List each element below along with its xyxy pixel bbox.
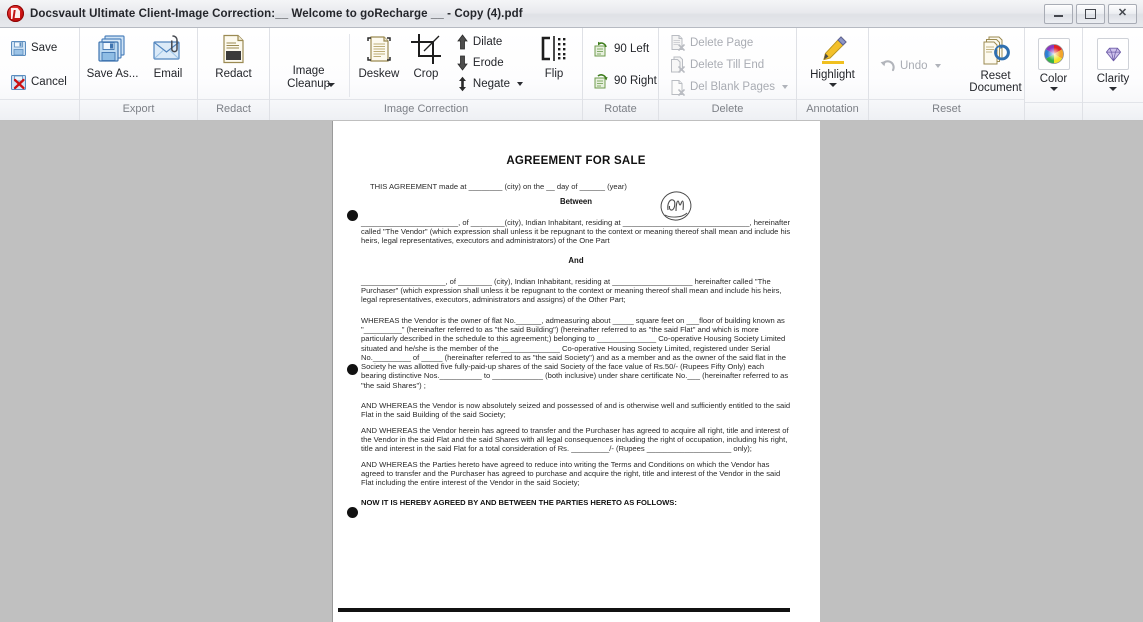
crop-button[interactable] (404, 31, 448, 97)
reset-document-button[interactable] (960, 33, 1032, 99)
delete-till-end-label: Delete Till End (690, 58, 765, 71)
redact-button-label: Redact (215, 68, 252, 80)
cancel-button-label: Cancel (31, 76, 67, 88)
erode-button-label: Erode (472, 57, 504, 69)
ribbon-group-clarity (1083, 28, 1143, 120)
ribbon-group-clarity-label (1083, 102, 1143, 120)
deskew-icon (363, 33, 395, 65)
save-button[interactable] (6, 36, 71, 60)
reset-document-icon (980, 35, 1012, 67)
rotate-90-left-label: 90 Left (614, 43, 650, 55)
crop-button-label: Crop (413, 68, 439, 80)
email-button-label: Email (153, 68, 183, 80)
hole-punch-mark (347, 210, 358, 221)
document-paragraph: ____________________, of ________ (city), Indian Inhabitant, residing at ___________________ hereinafter called "The Purchaser" (which expression shall unless it be repugnant to the context or meaning thereof shall mean and include his heirs, legal representatives, executors, administrators and assigns) of the Other Part; (361, 276, 782, 305)
window-title: Docsvault Ultimate Client-Image Correction:__ Welcome to goRecharge __ - Copy (4).pdf (30, 7, 523, 20)
ribbon-group-rotate-label: Rotate (583, 99, 658, 120)
ribbon-group-delete (659, 28, 797, 120)
undo-button[interactable] (875, 54, 932, 78)
document-paragraph: AND WHEREAS the Vendor is now absolutely seized and possessed of and is otherwise well and sufficiently entitled to the said Flat in the said Building of the said Society; (361, 401, 791, 420)
redact-icon (218, 33, 250, 65)
reset-document-button-label: Reset Document (969, 69, 1022, 94)
color-wheel-icon (1038, 38, 1070, 70)
cancel-button[interactable] (6, 70, 71, 94)
delete-blank-pages-label: Del Blank Pages (690, 81, 776, 93)
negate-button[interactable] (452, 75, 514, 93)
undo-icon (879, 57, 896, 74)
document-paragraph: And (568, 256, 584, 266)
negate-button-label: Negate (472, 78, 510, 90)
ribbon-group-export-label: Export (80, 99, 197, 120)
delete-page-button[interactable] (665, 33, 791, 52)
erode-button[interactable] (452, 54, 526, 72)
docsvault-logo-icon (7, 5, 24, 22)
ribbon-group-save (0, 28, 80, 120)
crop-icon (410, 33, 442, 65)
title-bar-left (0, 5, 1044, 22)
document-page[interactable] (333, 121, 820, 622)
email-icon (152, 33, 184, 65)
ribbon-group-annotation (797, 28, 869, 120)
deskew-button[interactable] (354, 31, 404, 97)
ribbon-group-export (80, 28, 198, 120)
dilate-button-label: Dilate (472, 36, 503, 48)
document-viewer[interactable] (0, 121, 1143, 622)
undo-button-label: Undo (900, 59, 928, 72)
clarity-diamond-icon (1097, 38, 1129, 70)
document-body (361, 135, 791, 508)
clarity-button-label: Clarity (1096, 73, 1130, 85)
document-paragraph: Between (559, 197, 593, 207)
window-controls (1044, 4, 1143, 24)
ribbon-group-rotate (583, 28, 659, 120)
save-as-icon (97, 33, 129, 65)
save-as-button-label: Save As... (86, 68, 139, 80)
minimize-button[interactable] (1044, 4, 1073, 24)
flip-button-label: Flip (544, 68, 564, 80)
flip-button[interactable] (532, 31, 576, 97)
document-paragraph: NOW IT IS HEREBY AGREED BY AND BETWEEN THE PARTIES HERETO AS FOLLOWS: (361, 498, 677, 508)
dilate-button[interactable] (452, 33, 526, 51)
image-cleanup-chevron-down-icon[interactable] (327, 83, 335, 87)
clarity-button[interactable] (1090, 36, 1136, 102)
document-paragraph: WHEREAS the Vendor is the owner of flat No.______, admeasuring about _____ square feet on ___floor of building known as "_________" (hereinafter referred to as "the said Building") (hereinafter referred to as "the said Flat" and which is more particularly described in the schedule to this agreement;) belonging to ______________ Co-operative Housing Society Limited situated and he/she is the member of the ______________ Co-operative Housing Society Limited, registered under Serial No._________ of _____ (hereinafter referred to as "the said Society") and as a member and as the owner of the said flat in the Society he was allotted five fully-paid-up shares of the said Society of the face value of Rs.50/- (Rupees Fifty Only) each bearing distinctive Nos.__________ to ____________ (both inclusive) under share certificate No.___ (hereinafter referred to as "the said Shares") ; (361, 315, 789, 390)
rotate-90-right-label: 90 Right (614, 75, 657, 87)
delete-till-end-icon (669, 56, 686, 73)
email-button[interactable] (145, 31, 191, 97)
deskew-button-label: Deskew (358, 68, 400, 80)
rotate-right-icon (593, 73, 610, 90)
negate-chevron-down-icon[interactable] (514, 82, 526, 86)
close-icon: ✕ (1117, 7, 1128, 19)
highlight-icon (817, 34, 849, 66)
image-cleanup-label: Image Cleanup (287, 65, 331, 90)
document-paragraph: AND WHEREAS the Vendor herein has agreed to transfer and the Purchaser has agreed to acquire all right, title and interest of the Vendor in the said Flat and the said Shares with all legal consequences including the right of occupation, including his right, title and interest in the said Flat for a total consideration of Rs. _________/- (Rupees ____________________ only); (361, 425, 789, 454)
document-paragraph: _______________________, of ________(city), Indian Inhabitant, residing at ______________________________, hereinafter called "The Vendor" (which expression shall unless it be repugnant to the context or meaning thereof shall mean and include his heirs, legal representatives, executors and administrators) of the One Part (361, 217, 791, 246)
cancel-icon (10, 74, 27, 91)
page-footer-rule (338, 608, 790, 612)
ribbon-group-image-correction-label: Image Correction (270, 99, 582, 120)
maximize-icon (1085, 9, 1096, 19)
hole-punch-mark (347, 507, 358, 518)
delete-till-end-button[interactable] (665, 55, 791, 74)
negate-icon (456, 76, 469, 92)
undo-chevron-down-icon[interactable] (932, 64, 944, 68)
highlight-button-label: Highlight (810, 69, 855, 81)
color-button-label: Color (1039, 73, 1068, 85)
ribbon-group-redact-label: Redact (198, 99, 269, 120)
flip-icon (538, 33, 570, 65)
ribbon-toolbar (0, 28, 1143, 120)
document-page-container (332, 121, 819, 622)
close-button[interactable] (1108, 4, 1137, 24)
save-icon (10, 40, 27, 57)
save-as-button[interactable] (86, 31, 139, 97)
delete-blank-pages-icon (669, 79, 686, 96)
delete-blank-pages-chevron-down-icon[interactable] (779, 85, 791, 89)
highlight-button[interactable] (805, 32, 860, 98)
ribbon-group-reset-label: Reset (869, 99, 1024, 120)
ribbon-group-delete-label: Delete (659, 99, 796, 120)
ribbon-group-color-label (1025, 102, 1082, 120)
erode-icon (456, 55, 469, 71)
rotate-left-icon (593, 41, 610, 58)
dilate-icon (456, 34, 469, 50)
hole-punch-mark (347, 364, 358, 375)
save-button-label: Save (31, 42, 58, 54)
delete-page-label: Delete Page (690, 36, 754, 49)
document-paragraph: AND WHEREAS the Parties hereto have agreed to reduce into writing the Terms and Conditions on which the Vendor has agreed to transfer and the Purchaser has agreed to purchase and acquire the right, title and interest of the Vendor in the said Flat including the entire interest of the Vendor in the said Society; (361, 459, 781, 488)
rotate-90-right-button[interactable] (589, 69, 661, 93)
ribbon-group-annotation-label: Annotation (797, 99, 868, 120)
maximize-button[interactable] (1076, 4, 1105, 24)
title-bar (0, 0, 1143, 28)
color-button[interactable] (1032, 36, 1076, 102)
document-title: AGREEMENT FOR SALE (506, 155, 646, 167)
delete-blank-pages-button[interactable] (665, 77, 779, 97)
delete-page-icon (669, 34, 686, 51)
redact-button[interactable] (210, 31, 256, 97)
document-paragraph: THIS AGREEMENT made at ________ (city) on the __ day of ______ (year) (370, 182, 627, 191)
ribbon-group-reset (869, 28, 1025, 120)
ribbon-group-color (1025, 28, 1083, 120)
clarity-chevron-down-icon[interactable] (1109, 87, 1117, 91)
highlight-chevron-down-icon[interactable] (829, 83, 837, 87)
ribbon-group-save-label (0, 99, 79, 120)
image-cleanup-button[interactable] (276, 31, 341, 97)
divider (349, 34, 350, 97)
minimize-icon (1054, 15, 1063, 17)
ribbon-group-redact (198, 28, 270, 120)
ribbon-group-image-correction (270, 28, 583, 120)
rotate-90-left-button[interactable] (589, 37, 661, 61)
color-chevron-down-icon[interactable] (1050, 87, 1058, 91)
